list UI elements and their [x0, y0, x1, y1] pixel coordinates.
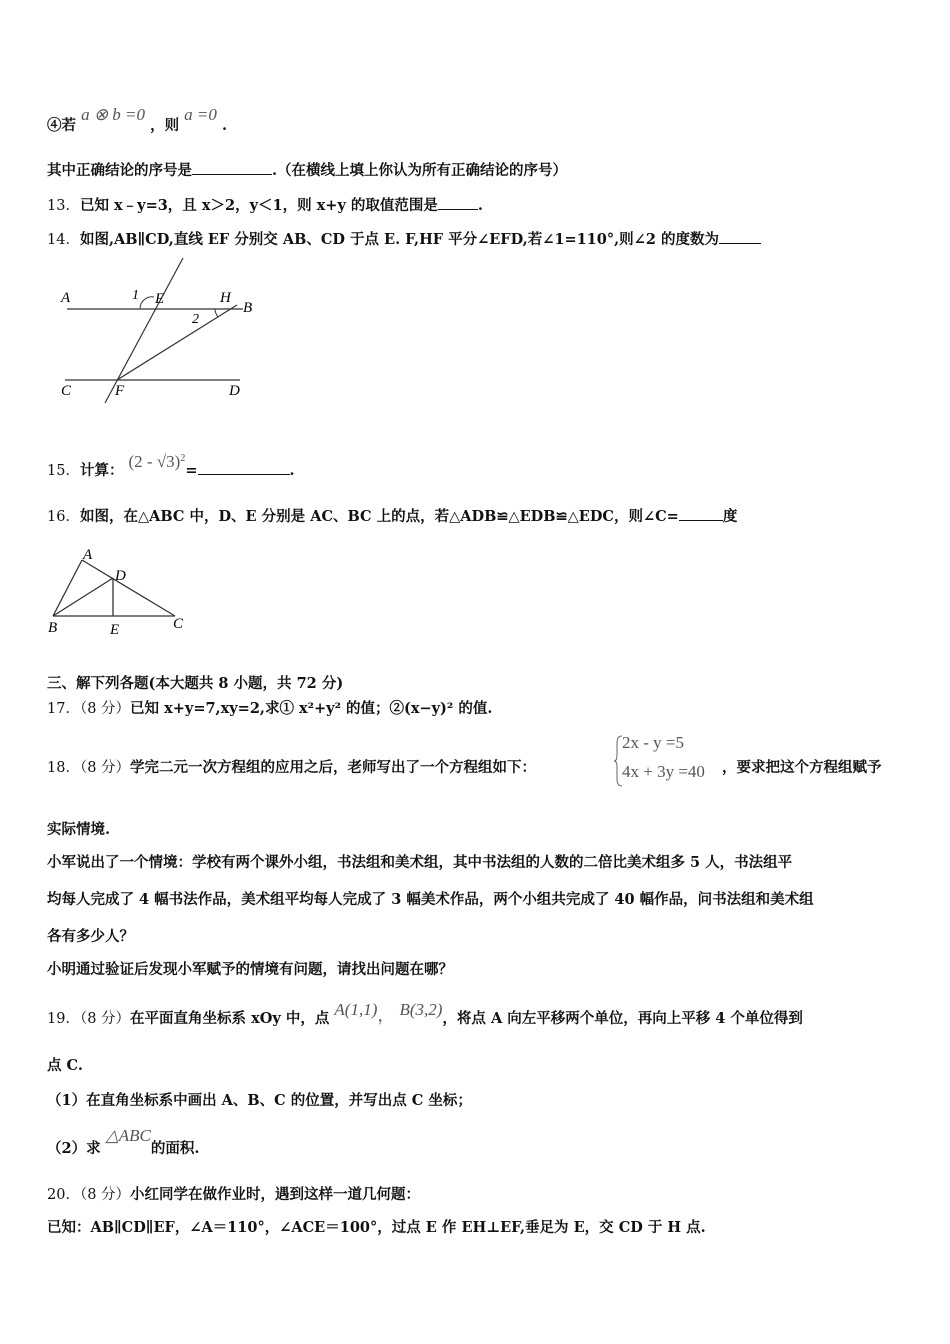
q14-blank[interactable] [719, 229, 761, 244]
statement-4-result: a =0 [184, 105, 217, 124]
figure-14 [55, 255, 265, 410]
question-17: 17．（8 分）已知 x+y=7,xy=2,求① x²+y² 的值；②(x−y)² 的值. [47, 700, 493, 717]
line-hf [117, 305, 237, 380]
line-ef [105, 258, 183, 403]
label-h: H [220, 290, 231, 306]
label-angle-1: 1 [132, 288, 139, 303]
q18-line-5: 各有多少人？ [47, 928, 134, 945]
q18-tail: ，要求把这个方程组赋予 [722, 759, 882, 776]
question-15: 15．计算： (2 - √3)$^2$= . [47, 452, 295, 479]
q19-part-1: （1）在直角坐标系中画出 A、B、C 的位置，并写出点 C 坐标； [47, 1092, 472, 1109]
statement-4-prefix: ④若 [47, 117, 76, 134]
label-angle-2: 2 [192, 312, 199, 327]
statement-4-mid: ，则 [150, 117, 180, 134]
q15-exponent: 2 [180, 453, 186, 464]
label-b: B [48, 620, 58, 636]
section-3-title: 三、解下列各题(本大题共 8 小题，共 72 分) [47, 675, 344, 692]
question-16: 16．如图，在△ABC 中，D、E 分别是 AC、BC 上的点，若△ADB≌△EDB≌△EDC，则∠C= 度 [47, 508, 738, 525]
label-a: A [83, 547, 93, 563]
label-c: C [173, 616, 184, 632]
equation-2: 4x + 3y =40 [622, 762, 705, 781]
q18-line-3: 小军说出了一个情境：学校有两个课外小组，书法组和美术组，其中书法组的人数的二倍比美术组多 5 人，书法组平 [47, 854, 793, 871]
equation-1: 2x - y =5 [622, 733, 684, 752]
figure-16 [45, 543, 195, 639]
question-19: 19．（8 分）在平面直角坐标系 xOy 中，点 A(1,1)， B(3,2)，将点 A 向左平移两个单位，再向上平移 4 个单位得到 [47, 1000, 803, 1027]
question-13: 13．已知 x﹣y=3，且 x＞2，y＜1，则 x+y 的取值范围是 . [47, 197, 483, 214]
label-a: A [61, 290, 71, 306]
angle-1-arc [140, 297, 154, 309]
label-c: C [61, 383, 72, 399]
side-ac [82, 560, 175, 616]
label-d: D [229, 383, 240, 399]
q18-line-6: 小明通过验证后发现小军赋予的情境有问题，请找出问题在哪？ [47, 961, 453, 978]
q15-expression: (2 - √3) [128, 452, 181, 471]
q19-part-2: （2）求 △ABC的面积. [47, 1126, 200, 1157]
q18-line-2: 实际情境. [47, 821, 111, 838]
point-b-coord: B(3,2) [399, 1000, 443, 1019]
statement-4: ④若 a ⊗ b =0 ，则 a =0 . [47, 105, 228, 134]
label-f: F [115, 383, 125, 399]
label-d: D [115, 568, 126, 584]
side-ab [53, 560, 82, 616]
answer-blank[interactable] [192, 160, 272, 175]
triangle-abc: △ABC [105, 1126, 151, 1145]
answer-prompt: 其中正确结论的序号是 .（在横线上填上你认为所有正确结论的序号） [47, 162, 568, 179]
q19-line-2: 点 C. [47, 1057, 83, 1074]
point-a-coord: A(1,1) [334, 1000, 378, 1019]
q15-blank[interactable] [198, 460, 290, 475]
q18-line-4: 均每人完成了 4 幅书法作品，美术组平均每人完成了 3 幅美术作品，两个小组共完成了 40 幅作品，问书法组和美术组 [47, 891, 814, 908]
statement-4-condition: a ⊗ b =0 [81, 105, 146, 124]
angle-2-arc [215, 309, 218, 317]
q13-blank[interactable] [438, 195, 478, 210]
question-14: 14．如图,AB∥CD,直线 EF 分别交 AB、CD 于点 E. F,HF 平分∠EFD,若∠1=110°,则∠2 的度数为 [47, 229, 761, 250]
q16-blank[interactable] [679, 506, 723, 521]
q20-line-2: 已知：AB∥CD∥EF，∠A＝110°，∠ACE＝100°，过点 E 作 EH⊥EF,垂足为 E，交 CD 于 H 点. [47, 1219, 706, 1236]
question-20: 20．（8 分）小红同学在做作业时，遇到这样一道几何题： [47, 1186, 421, 1203]
label-b: B [243, 300, 253, 316]
label-e: E [155, 291, 165, 307]
label-e: E [110, 622, 120, 638]
question-18: 18．（8 分）学完二元一次方程组的应用之后，老师写出了一个方程组如下： [47, 759, 537, 776]
segment-bd [53, 578, 113, 616]
